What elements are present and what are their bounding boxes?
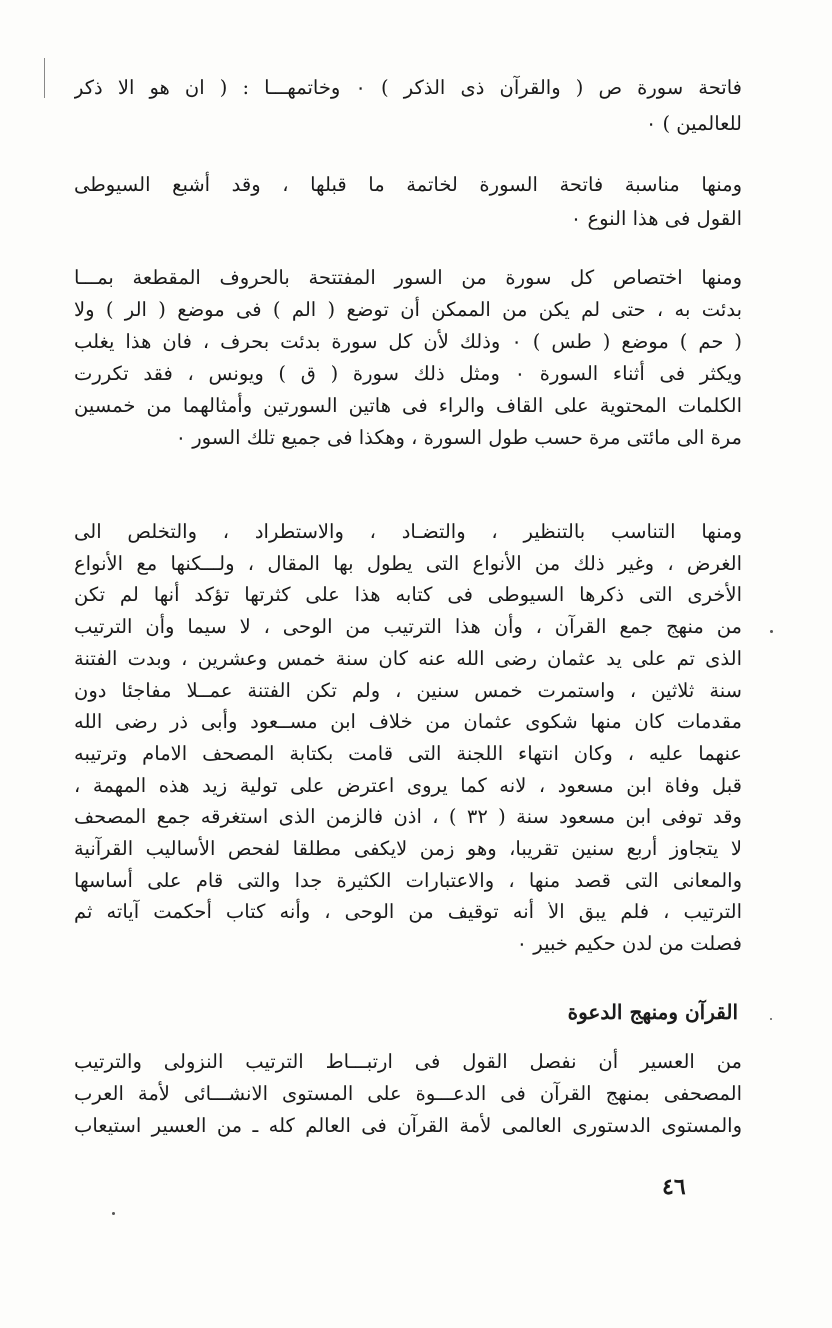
text-line: فاتحة سورة ص ( والقرآن ذى الذكر ) ٠ وخاتمهـــا : ( ان هو الا ذكر	[74, 76, 742, 99]
text-line: الأخرى التى ذكرها السيوطى فى كتابه هذا على كثرتها تؤكد أنها لم تكن	[74, 583, 742, 607]
section-heading: القرآن ومنهج الدعوة	[567, 1000, 738, 1024]
text-line: لا يتجاوز أربع سنين تقريبا، وهو زمن لايكفى مطلقا لفحص الأساليب القرآنية	[74, 837, 742, 861]
page-number: ٤٦	[662, 1174, 686, 1200]
text-line: ( حم ) موضع ( طس ) ٠ وذلك لأن كل سورة بدئت بحرف ، فان هذا يغلب	[74, 330, 742, 353]
text-line: مقدمات كان منها شكوى عثمان من خلاف ابن مســعود وأبى ذر رضى الله	[74, 710, 742, 734]
text-line: الترتيب ، فلم يبق الا أنه توقيف من الوحى ، وأنه كتاب أحكمت آياته ثم	[74, 900, 742, 924]
text-line: ومنها اختصاص كل سورة من السور المفتتحة بالحروف المقطعة بمـــا	[74, 266, 742, 289]
text-line: والمعانى التى قصد منها ، والاعتبارات الكثيرة جدا والتى قام على أساسها	[74, 868, 742, 892]
scan-speck	[770, 1018, 772, 1020]
text-line: الذى تم على يد عثمان رضى الله عنه كان سنة خمس وعشرين ، وبدت الفتنة	[74, 646, 742, 670]
text-line: للعالمين ) ٠	[645, 112, 742, 135]
paragraph-2	[74, 168, 742, 236]
text-line: القول فى هذا النوع ٠	[570, 207, 742, 230]
text-line: سنة ثلاثين ، واستمرت خمس سنين ، ولم تكن الفتنة عمــلا مفاجئا دون	[74, 678, 742, 702]
text-line: وقد توفى ابن مسعود سنة ( ٣٢ ) ، اذن فالزمن الذى استغرقه جمع المصحف	[74, 805, 742, 829]
paragraph-3	[74, 262, 742, 454]
text-line: من منهج جمع القرآن ، وأن هذا الترتيب من الوحى ، لا سيما وأن الترتيب	[74, 615, 742, 639]
paragraph-1	[74, 70, 742, 142]
scan-speck	[112, 1212, 115, 1215]
text-line: الكلمات المحتوية على القاف والراء فى هاتين السورتين وأمثالهما من خمسين	[74, 394, 742, 417]
text-line: ويكثر فى أثناء السورة ٠ ومثل ذلك سورة ( ق ) ويونس ، فقد تكررت	[74, 362, 742, 385]
text-line: مرة الى مائتى مرة حسب طول السورة ، وهكذا فى جميع تلك السور ٠	[175, 426, 742, 449]
text-line: فصلت من لدن حكيم خبير ٠	[516, 932, 742, 956]
scan-edge-mark	[44, 58, 45, 98]
text-line: قبل وفاة ابن مسعود ، لانه كما يروى اعترض على تولية زيد هذه المهمة ،	[74, 773, 742, 797]
text-line: من العسير أن نفصل القول فى ارتبـــاط الترتيب النزولى والترتيب	[74, 1050, 742, 1073]
text-line: بدئت به ، حتى لم يكن من الممكن أن توضع ( الم ) فى موضع ( الر ) ولا	[74, 298, 742, 321]
text-line: ومنها التناسب بالتنظير ، والتضـاد ، والاستطراد ، والتخلص الى	[74, 520, 742, 543]
paragraph-4	[74, 516, 742, 960]
text-line: ومنها مناسبة فاتحة السورة لخاتمة ما قبلها ، وقد أشبع السيوطى	[74, 173, 742, 196]
scan-speck	[770, 630, 773, 633]
text-line: المصحفى بمنهج القرآن فى الدعـــوة على المستوى الانشـــائى لأمة العرب	[74, 1082, 742, 1105]
text-line: عنهما عليه ، وكان انتهاء اللجنة التى قامت بكتابة المصحف الامام وترتيبه	[74, 741, 742, 765]
text-line: الغرض ، وغير ذلك من الأنواع التى يطول بها المقال ، ولـــكنها مع الأنواع	[74, 551, 742, 575]
text-line: والمستوى الدستورى العالمى لأمة القرآن فى العالم كله ـ من العسير استيعاب	[74, 1114, 742, 1137]
paragraph-5	[74, 1046, 742, 1142]
